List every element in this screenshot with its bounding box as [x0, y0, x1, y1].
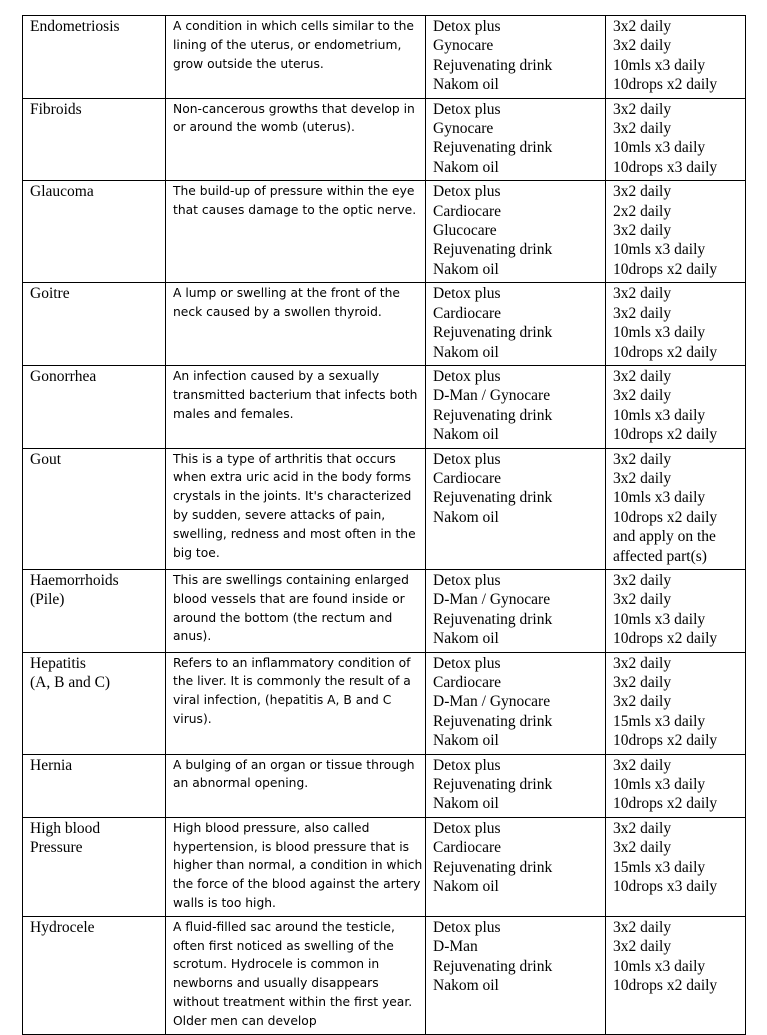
dosage-text: 3x2 daily	[613, 37, 672, 55]
product-name: D-Man / Gynocare	[433, 693, 551, 711]
description-cell	[166, 916, 426, 1034]
product-name: Nakom oil	[433, 630, 499, 648]
dosage-text: 3x2 daily	[613, 839, 672, 857]
product-name: Nakom oil	[433, 426, 499, 444]
product-name: Cardiocare	[433, 469, 501, 487]
product-name: Rejuvenating drink	[433, 776, 553, 794]
dosage-text: 3x2 daily	[613, 693, 672, 711]
dosage-cell	[606, 569, 746, 652]
dosage-text: 3x2 daily	[613, 571, 672, 589]
dosage-text: 15mls x3 daily	[613, 712, 706, 730]
dosage-cell	[606, 98, 746, 181]
products-cell	[426, 181, 606, 283]
dosage-text: 10drops x2 daily	[613, 343, 718, 361]
dosage-text: 10mls x3 daily	[613, 139, 706, 157]
dosage-text: 10drops x3 daily	[613, 158, 718, 176]
product-name: Detox plus	[433, 367, 501, 385]
dosage-cell	[606, 817, 746, 916]
dosage-text: 10drops x2 daily	[613, 977, 718, 995]
dosage-cell	[606, 283, 746, 366]
dosage-text: 3x2 daily	[613, 304, 672, 322]
condition-cell	[23, 448, 166, 569]
dosage-cell	[606, 448, 746, 569]
product-name: Nakom oil	[433, 732, 499, 750]
product-name: D-Man / Gynocare	[433, 387, 551, 405]
condition-cell	[23, 181, 166, 283]
table-row	[23, 817, 746, 916]
dosage-text: 10mls x3 daily	[613, 776, 706, 794]
dosage-text: 10mls x3 daily	[613, 406, 706, 424]
product-name: Detox plus	[433, 183, 501, 201]
table-row	[23, 448, 746, 569]
product-name: Rejuvenating drink	[433, 610, 553, 628]
condition-cell	[23, 16, 166, 99]
condition-name: Goitre	[30, 285, 70, 303]
product-name: Detox plus	[433, 571, 501, 589]
table-row	[23, 754, 746, 817]
condition-description: High blood pressure, also called hypertension, is blood pressure that is higher than normal, a condition in which the force of the blood against the artery walls is too high.	[173, 820, 423, 911]
product-name: Cardiocare	[433, 202, 501, 220]
products-cell	[426, 916, 606, 1034]
description-cell	[166, 569, 426, 652]
dosage-text: 3x2 daily	[613, 183, 672, 201]
condition-name: Hernia	[30, 756, 73, 774]
dosage-cell	[606, 181, 746, 283]
condition-cell	[23, 916, 166, 1034]
products-cell	[426, 283, 606, 366]
product-name: Rejuvenating drink	[433, 858, 553, 876]
table-row	[23, 283, 746, 366]
condition-cell	[23, 754, 166, 817]
dosage-text: 10drops x2 daily	[613, 260, 718, 278]
table-row	[23, 569, 746, 652]
description-cell	[166, 365, 426, 448]
condition-name: Glaucoma	[30, 183, 94, 201]
table-row	[23, 181, 746, 283]
condition-name: Gout	[30, 450, 61, 468]
description-cell	[166, 817, 426, 916]
dosage-text: 10drops x2 daily	[613, 630, 718, 648]
dosage-text: 10drops x3 daily	[613, 878, 718, 896]
dosage-text: 3x2 daily	[613, 918, 672, 936]
products-cell	[426, 448, 606, 569]
product-name: Nakom oil	[433, 76, 499, 94]
dosage-text: 3x2 daily	[613, 100, 672, 118]
table-body	[23, 16, 746, 1035]
condition-name: Gonorrhea	[30, 367, 97, 385]
description-cell	[166, 16, 426, 99]
condition-name: (Pile)	[30, 591, 65, 609]
remedy-table	[22, 15, 746, 1035]
product-name: Rejuvenating drink	[433, 324, 553, 342]
product-name: Nakom oil	[433, 508, 499, 526]
product-name: Gynocare	[433, 120, 494, 138]
dosage-text: 10mls x3 daily	[613, 610, 706, 628]
dosage-cell	[606, 754, 746, 817]
product-name: Nakom oil	[433, 260, 499, 278]
product-name: Gynocare	[433, 37, 494, 55]
dosage-text: 10mls x3 daily	[613, 241, 706, 259]
condition-description: A lump or swelling at the front of the neck caused by a swollen thyroid.	[173, 286, 400, 320]
dosage-text: 10mls x3 daily	[613, 489, 706, 507]
table-row	[23, 916, 746, 1034]
product-name: Detox plus	[433, 654, 501, 672]
dosage-text: 15mls x3 daily	[613, 858, 706, 876]
products-cell	[426, 652, 606, 754]
product-name: Glucocare	[433, 222, 497, 240]
products-cell	[426, 98, 606, 181]
product-name: Cardiocare	[433, 839, 501, 857]
condition-cell	[23, 365, 166, 448]
dosage-text: 10drops x2 daily	[613, 76, 718, 94]
condition-description: Non-cancerous growths that develop in or around the womb (uterus).	[173, 101, 415, 135]
condition-name: (A, B and C)	[30, 674, 111, 691]
products-cell	[426, 365, 606, 448]
description-cell	[166, 181, 426, 283]
product-name: Rejuvenating drink	[433, 712, 553, 730]
dosage-text: and apply on the	[613, 528, 716, 546]
dosage-text: 3x2 daily	[613, 387, 672, 405]
condition-cell	[23, 283, 166, 366]
product-name: Rejuvenating drink	[433, 406, 553, 424]
dosage-text: 3x2 daily	[613, 674, 672, 691]
description-cell	[166, 652, 426, 754]
dosage-text: 3x2 daily	[613, 654, 672, 672]
product-name: Detox plus	[433, 100, 501, 118]
condition-name: Hepatitis	[30, 654, 86, 672]
dosage-text: 3x2 daily	[613, 469, 672, 487]
table-row	[23, 652, 746, 754]
product-name: Nakom oil	[433, 878, 499, 896]
dosage-text: affected part(s)	[613, 547, 707, 565]
product-name: Detox plus	[433, 756, 501, 774]
dosage-text: 3x2 daily	[613, 819, 672, 837]
dosage-text: 3x2 daily	[613, 367, 672, 385]
dosage-text: 3x2 daily	[613, 222, 672, 240]
condition-description: The build-up of pressure within the eye that causes damage to the optic nerve.	[173, 184, 417, 218]
product-name: D-Man	[433, 938, 478, 956]
dosage-text: 2x2 daily	[613, 202, 672, 220]
product-name: Nakom oil	[433, 977, 499, 995]
dosage-text: 3x2 daily	[613, 450, 672, 468]
description-cell	[166, 754, 426, 817]
dosage-text: 10drops x2 daily	[613, 426, 718, 444]
product-name: Detox plus	[433, 819, 501, 837]
product-name: D-Man / Gynocare	[433, 591, 551, 609]
description-cell	[166, 448, 426, 569]
products-cell	[426, 817, 606, 916]
condition-description: A bulging of an organ or tissue through an abnormal opening.	[173, 757, 415, 791]
description-cell	[166, 98, 426, 181]
condition-cell	[23, 817, 166, 916]
product-name: Detox plus	[433, 18, 501, 35]
condition-description: An infection caused by a sexually transmitted bacterium that infects both males and females.	[173, 368, 418, 421]
dosage-text: 10drops x2 daily	[613, 508, 718, 526]
table-row	[23, 98, 746, 181]
product-name: Rejuvenating drink	[433, 489, 553, 507]
product-name: Rejuvenating drink	[433, 56, 553, 74]
description-cell	[166, 283, 426, 366]
condition-cell	[23, 569, 166, 652]
condition-name: Pressure	[30, 839, 83, 857]
product-name: Nakom oil	[433, 795, 499, 813]
products-cell	[426, 569, 606, 652]
dosage-text: 10drops x2 daily	[613, 795, 718, 813]
dosage-text: 3x2 daily	[613, 285, 672, 303]
product-name: Detox plus	[433, 285, 501, 303]
dosage-text: 10mls x3 daily	[613, 957, 706, 975]
condition-name: High blood	[30, 819, 101, 837]
condition-description: A condition in which cells similar to the lining of the uterus, or endometrium, grow outside the uterus.	[173, 19, 414, 71]
product-name: Nakom oil	[433, 158, 499, 176]
dosage-text: 3x2 daily	[613, 938, 672, 956]
condition-name: Endometriosis	[30, 18, 120, 35]
condition-description: This is a type of arthritis that occurs when extra uric acid in the body forms crystals in the joints. It's characterized by sudden, severe attacks of pain, swelling, redness and most often in the big toe.	[173, 451, 416, 560]
products-cell	[426, 16, 606, 99]
product-name: Nakom oil	[433, 343, 499, 361]
dosage-text: 10drops x2 daily	[613, 732, 718, 750]
dosage-cell	[606, 16, 746, 99]
table-row	[23, 16, 746, 99]
product-name: Detox plus	[433, 918, 501, 936]
condition-description: A fluid-filled sac around the testicle, often first noticed as swelling of the scrotum. Hydrocele is common in newborns and usually disappears without treatment within the first year. Older men can develop	[173, 919, 413, 1028]
dosage-text: 3x2 daily	[613, 591, 672, 609]
condition-description: This are swellings containing enlarged blood vessels that are found inside or around the bottom (the rectum and anus).	[173, 572, 409, 644]
table-row	[23, 365, 746, 448]
product-name: Cardiocare	[433, 304, 501, 322]
dosage-cell	[606, 916, 746, 1034]
dosage-text: 10mls x3 daily	[613, 56, 706, 74]
dosage-text: 3x2 daily	[613, 756, 672, 774]
dosage-text: 3x2 daily	[613, 120, 672, 138]
product-name: Rejuvenating drink	[433, 139, 553, 157]
dosage-text: 10mls x3 daily	[613, 324, 706, 342]
dosage-text: 3x2 daily	[613, 18, 672, 35]
condition-name: Fibroids	[30, 100, 82, 118]
product-name: Detox plus	[433, 450, 501, 468]
product-name: Rejuvenating drink	[433, 241, 553, 259]
dosage-cell	[606, 365, 746, 448]
condition-name: Hydrocele	[30, 918, 95, 936]
products-cell	[426, 754, 606, 817]
condition-cell	[23, 652, 166, 754]
product-name: Cardiocare	[433, 674, 501, 691]
product-name: Rejuvenating drink	[433, 957, 553, 975]
condition-name: Haemorrhoids	[30, 571, 119, 589]
condition-cell	[23, 98, 166, 181]
condition-description: Refers to an inflammatory condition of the liver. It is commonly the result of a viral infection, (hepatitis A, B and C virus).	[173, 655, 411, 726]
dosage-cell	[606, 652, 746, 754]
